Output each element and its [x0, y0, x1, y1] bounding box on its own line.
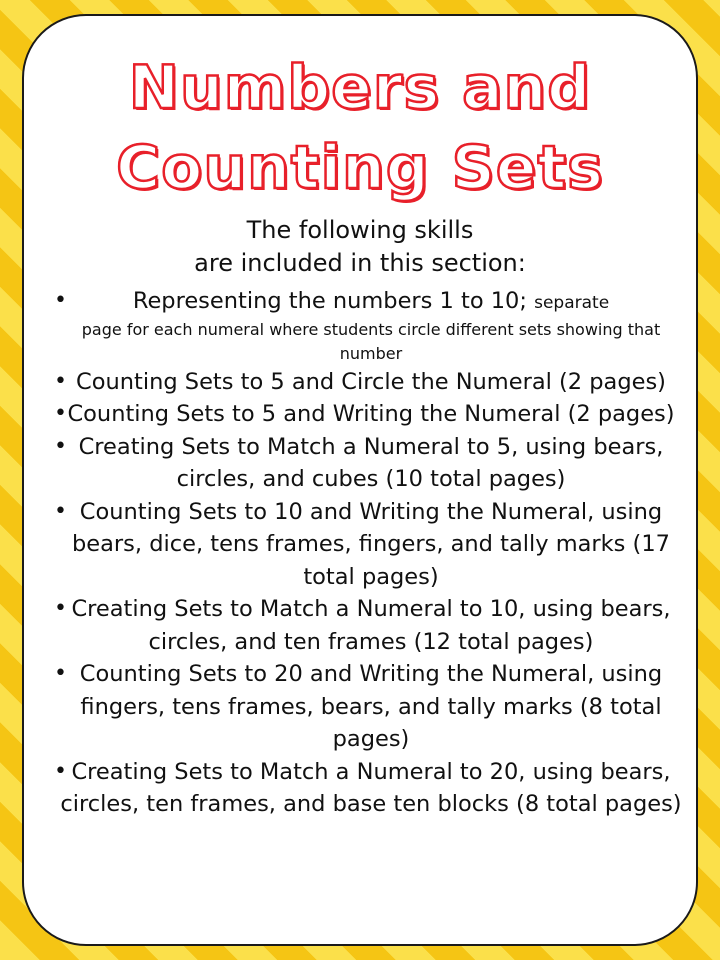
skill-8-text: Creating Sets to Match a Numeral to 20, using bears, circles, ten frames, and base ten blocks (8 total pages) — [60, 758, 682, 817]
skill-item-5 — [36, 496, 686, 594]
skill-item-6 — [36, 593, 686, 658]
intro-line-1: The following skills — [246, 216, 474, 244]
bullet-icon: • — [54, 758, 67, 784]
bullet-icon: • — [54, 368, 67, 394]
skill-item-2 — [36, 366, 686, 399]
intro-text — [40, 214, 680, 280]
bullet-icon: • — [54, 596, 67, 621]
skill-item-8 — [36, 756, 686, 821]
skill-item-7 — [36, 658, 686, 756]
skill-5-text: Counting Sets to 10 and Writing the Numeral, using bears, dice, tens frames, fingers, and tally marks (17 total pages) — [72, 498, 670, 590]
skill-7-text: Counting Sets to 20 and Writing the Numeral, using fingers, tens frames, bears, and tally marks (8 total pages) — [79, 661, 663, 752]
skill-2-text: Counting Sets to 5 and Circle the Numeral (2 pages) — [76, 368, 666, 395]
skill-1-main: Representing the numbers 1 to 10; — [132, 288, 527, 314]
bullet-icon: • — [54, 401, 67, 426]
bullet-icon: • — [54, 661, 67, 686]
skill-6-text: Creating Sets to Match a Numeral to 10, using bears, circles, and ten frames (12 total pages) — [71, 596, 671, 655]
bullet-icon: • — [54, 433, 67, 459]
skill-4-text: Creating Sets to Match a Numeral to 5, using bears, circles, and cubes (10 total pages) — [78, 433, 664, 492]
bullet-icon: • — [54, 498, 67, 524]
intro-line-2: are included in this section: — [194, 249, 526, 277]
skill-item-1 — [36, 285, 686, 366]
skill-item-4 — [36, 431, 686, 496]
bullet-icon: • — [54, 288, 67, 313]
skill-1-inline-small: separate — [534, 293, 610, 313]
skill-item-3 — [36, 398, 686, 431]
skill-3-text: Counting Sets to 5 and Writing the Numeral (2 pages) — [67, 401, 675, 427]
skills-list — [36, 285, 686, 821]
skill-1-detail: page for each numeral where students circle different sets showing that number — [81, 319, 661, 363]
title-line-1: Numbers and — [128, 53, 592, 123]
title-line-2: Counting Sets — [116, 133, 604, 203]
